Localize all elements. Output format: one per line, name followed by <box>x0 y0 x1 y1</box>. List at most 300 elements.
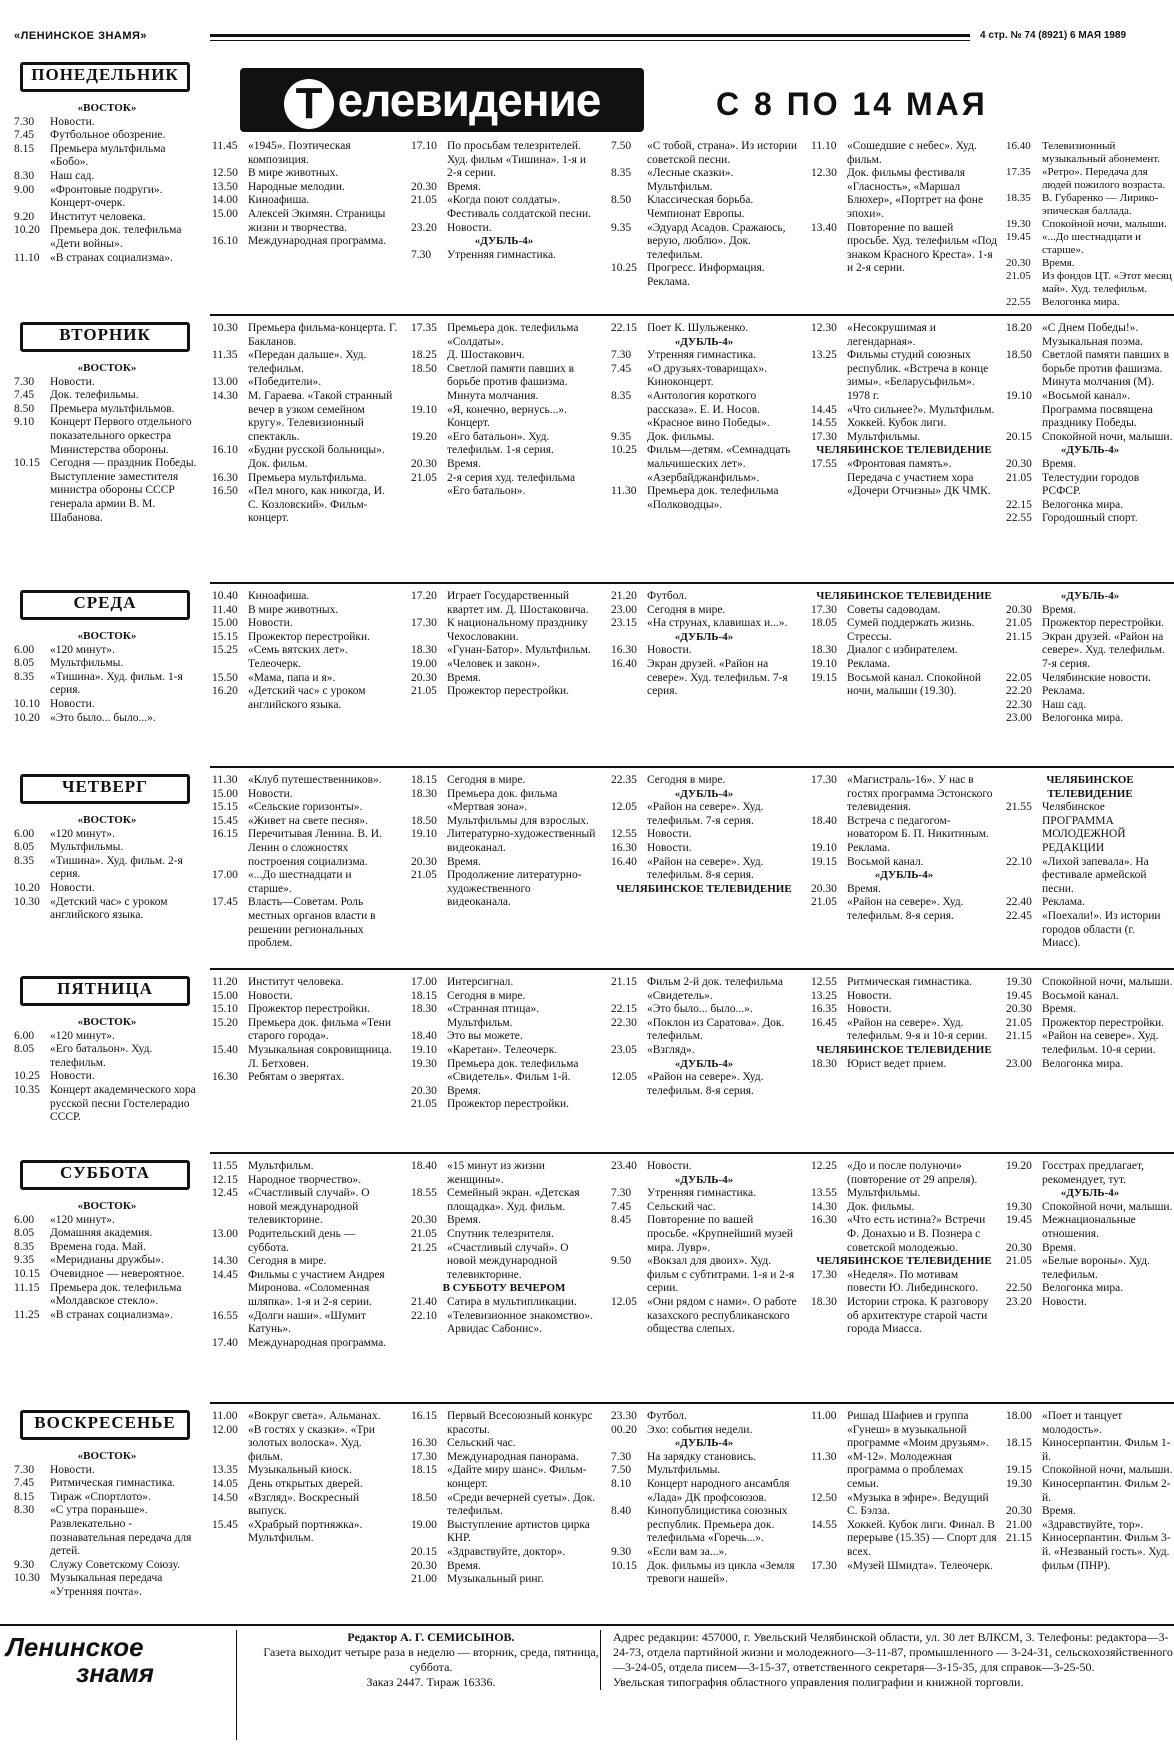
program-listing <box>1006 166 1174 192</box>
program-listing <box>1006 499 1174 513</box>
program-time: 8.40 <box>611 1505 632 1518</box>
program-time: 21.00 <box>1006 1518 1032 1531</box>
program-listing <box>811 349 997 403</box>
program-title: «Что сильнее?». Мультфильм. <box>847 403 995 416</box>
program-listing <box>14 1464 200 1478</box>
program-title: Футбол. <box>647 1410 687 1422</box>
program-time: 9.35 <box>611 221 632 234</box>
program-listing <box>1006 699 1174 713</box>
program-title: Продолжение литературно-художественного видеоканала. <box>447 869 582 909</box>
channel-heading: «ВОСТОК» <box>77 102 137 114</box>
program-title: «Тишина». Худ. фильм. 1-я серия. <box>50 670 183 697</box>
program-title: «Я, конечно, вернусь...». Концерт. <box>447 403 568 430</box>
program-time: 18.15 <box>1006 1437 1032 1450</box>
program-time: 16.30 <box>212 1071 238 1084</box>
program-title: «Район на севере». Худ. телефильм. 8-я серия. <box>647 1071 764 1097</box>
schedule-column <box>14 1450 200 1600</box>
program-time: 22.15 <box>611 322 637 334</box>
program-title: «Взгляд». <box>647 1043 695 1056</box>
program-time: 11.30 <box>811 1450 837 1463</box>
program-time: 9.00 <box>14 183 35 196</box>
program-time: 14.55 <box>811 417 837 430</box>
program-title: Первый Всесоюзный конкурс красоты. <box>447 1410 593 1436</box>
program-time: 20.30 <box>411 855 437 868</box>
logo-line-2: знамя <box>76 1658 154 1688</box>
program-listing <box>14 129 200 143</box>
program-listing <box>611 856 797 883</box>
program-listing <box>611 322 797 336</box>
program-listing <box>811 1296 997 1337</box>
program-time: 12.55 <box>811 976 837 988</box>
program-time: 19.45 <box>1006 231 1031 243</box>
program-listing <box>611 390 797 431</box>
program-time: 8.35 <box>611 389 632 402</box>
program-time: 8.35 <box>611 167 632 180</box>
program-listing <box>611 617 797 631</box>
day-divider <box>210 766 1174 768</box>
program-listing <box>811 604 997 618</box>
program-time: 12.05 <box>611 1071 637 1084</box>
channel-heading: В СУББОТУ ВЕЧЕРОМ <box>442 1282 566 1295</box>
program-listing <box>1006 976 1174 990</box>
program-listing <box>611 1296 797 1337</box>
program-time: 19.15 <box>811 671 837 684</box>
program-time: 12.50 <box>811 1491 837 1504</box>
program-listing <box>611 444 797 485</box>
program-title: «Его батальон». Худ. телефильм. <box>50 1043 153 1069</box>
program-title: Челябинское ПРОГРАММА МОЛОДЕЖНОЙ РЕДАКЦИИ <box>1042 801 1126 854</box>
program-title: Киносерпантин. Фильм 2-й. <box>1042 1477 1171 1504</box>
program-title: Наш сад. <box>50 169 95 182</box>
program-title: «...До шестнадцати и старше». <box>248 869 352 895</box>
program-listing <box>811 1269 997 1296</box>
program-time: 13.25 <box>811 989 837 1002</box>
program-title: Прогресс. Информация. Реклама. <box>647 262 765 288</box>
program-title: Док. телефильмы. <box>50 389 139 402</box>
program-listing <box>1006 296 1174 309</box>
schedule-column <box>411 140 597 262</box>
program-title: Новости. <box>50 881 95 894</box>
program-listing <box>212 990 398 1004</box>
program-time: 21.15 <box>1006 1030 1032 1043</box>
program-title: «Это было... было...». <box>647 1003 753 1016</box>
program-listing <box>212 1269 398 1310</box>
program-title: «Лесные сказки». Мультфильм. <box>647 167 734 193</box>
program-title: В. Губаренко — Лирико-эпическая баллада. <box>1042 192 1159 217</box>
program-title: «15 минут из жизни женщины». <box>447 1160 545 1186</box>
schedule-column <box>212 976 398 1085</box>
program-listing <box>411 322 597 349</box>
program-title: Время. <box>447 457 481 470</box>
program-listing <box>411 1492 597 1519</box>
program-listing <box>811 431 997 445</box>
program-listing <box>14 1214 200 1228</box>
program-title: «Сошедшие с небес». Худ. фильм. <box>847 140 977 166</box>
schedule-column <box>212 590 398 712</box>
program-time: 18.15 <box>411 1464 437 1477</box>
program-time: 6.00 <box>14 1213 35 1226</box>
program-listing <box>411 1296 597 1310</box>
program-title: Время. <box>1042 603 1076 616</box>
program-title: Служу Советскому Союзу. <box>50 1558 180 1571</box>
schedule-column <box>811 590 997 699</box>
schedule-column <box>811 976 997 1071</box>
program-listing <box>411 1187 597 1214</box>
program-time: 17.10 <box>411 140 437 152</box>
program-time: 17.40 <box>212 1336 238 1349</box>
program-title: «Телевизионное знакомство». Арвидас Сабонис». <box>447 1309 593 1336</box>
program-title: Выступление артистов цирка КНР. <box>447 1518 590 1545</box>
program-listing <box>212 322 398 349</box>
program-title: Киноафиша. <box>248 194 310 207</box>
program-title: «Район на севере». Худ. телефильм. 10-я серии. <box>1042 1030 1159 1056</box>
program-title: Новости. <box>1042 1295 1087 1308</box>
program-time: 11.10 <box>14 251 40 264</box>
program-title: Время. <box>447 1559 481 1572</box>
program-title: Концерт академического хора русской песни Гостелерадио СССР. <box>50 1083 196 1124</box>
schedule-column <box>212 1160 398 1350</box>
program-time: 7.30 <box>611 349 632 362</box>
program-title: «Если вам за...». <box>647 1545 728 1558</box>
program-listing <box>1006 1058 1174 1072</box>
program-title: Новости. <box>847 1003 892 1016</box>
program-title: «Тишина». Худ. фильм. 2-я серия. <box>50 854 183 881</box>
program-title: «Меридианы дружбы». <box>50 1254 164 1267</box>
program-time: 21.00 <box>411 1573 437 1586</box>
program-time: 17.30 <box>811 1559 837 1572</box>
program-title: «Они рядом с нами». О работе казахского республиканского общества слепых. <box>647 1295 797 1336</box>
program-title: Восьмой канал. <box>847 855 924 868</box>
program-time: 11.00 <box>212 1410 238 1422</box>
program-time: 22.15 <box>611 1003 637 1016</box>
program-title: Новости. <box>50 1463 95 1476</box>
program-title: Док. фильмы из цикла «Земля тревоги нашей». <box>647 1559 795 1586</box>
program-title: Сегодня в мире. <box>248 1255 327 1268</box>
program-title: Повторение по вашей просьбе. Худ. телефильм «Под знаком Красного Креста». 1-я и 2-я серии. <box>847 221 997 275</box>
program-title: «М-12». Молодежная программа о проблемах семьи. <box>847 1450 964 1490</box>
program-title: Концерт Первого отдельного показательного оркестра Министерства обороны. <box>50 416 192 456</box>
program-time: 16.40 <box>611 855 637 868</box>
program-title: Спокойной ночи, малыши. <box>1042 1464 1173 1477</box>
schedule-column <box>14 814 200 923</box>
program-listing <box>411 1410 597 1437</box>
program-listing <box>811 896 997 923</box>
program-title: «Несокрушимая и легендарная». <box>847 322 936 348</box>
program-time: 18.30 <box>411 787 437 800</box>
program-listing <box>811 1214 997 1255</box>
program-time: 12.05 <box>611 1295 637 1308</box>
program-listing <box>611 1478 797 1505</box>
program-listing <box>212 1464 398 1478</box>
program-title: Премьера док. фильма «Тени старого города». <box>248 1016 391 1043</box>
program-listing <box>611 604 797 618</box>
program-title: «Живет на свете песня». <box>248 814 369 827</box>
program-listing <box>1006 431 1174 445</box>
program-title: Время. <box>1042 457 1076 470</box>
program-time: 21.20 <box>611 590 637 602</box>
program-title: По просьбам телезрителей. Худ. фильм «Тишина». 1-я и 2-я серии. <box>447 140 586 180</box>
schedule-column <box>212 322 398 526</box>
program-time: 11.35 <box>212 349 238 362</box>
program-title: «Детский час» с уроком английского языка. <box>50 895 168 922</box>
program-listing <box>14 457 200 525</box>
program-listing <box>811 322 997 349</box>
program-title: Новости. <box>447 221 492 234</box>
program-time: 14.00 <box>212 194 238 207</box>
program-title: Время. <box>447 1214 481 1227</box>
schedule-column <box>611 140 797 290</box>
program-listing <box>411 1437 597 1451</box>
channel-heading: ЧЕЛЯБИНСКОЕ ТЕЛЕВИДЕНИЕ <box>816 1255 992 1268</box>
program-listing <box>611 1546 797 1560</box>
program-listing <box>611 828 797 842</box>
program-time: 16.40 <box>1006 140 1031 152</box>
program-title: Сегодня в мире. <box>647 603 726 616</box>
program-listing <box>1006 140 1174 166</box>
program-title: Реклама. <box>1042 685 1085 698</box>
program-time: 15.00 <box>212 787 238 800</box>
program-time: 18.30 <box>411 1003 437 1016</box>
program-time: 13.00 <box>212 376 238 389</box>
program-title: Встреча с педагогом-новатором Б. П. Никитиным. <box>847 814 989 841</box>
program-time: 19.10 <box>1006 389 1032 402</box>
program-listing <box>14 1504 200 1558</box>
program-listing <box>14 698 200 712</box>
program-time: 10.35 <box>14 1083 40 1096</box>
program-title: Восьмой канал. Спокойной ночи, малыши (19.30). <box>847 671 982 698</box>
program-title: «В странах социализма». <box>50 251 173 264</box>
program-time: 8.15 <box>14 142 35 155</box>
program-time: 16.15 <box>212 828 238 841</box>
program-time: 11.30 <box>611 485 637 498</box>
program-time: 11.15 <box>14 1281 40 1294</box>
program-time: 7.30 <box>14 375 35 388</box>
program-listing <box>811 1017 997 1044</box>
program-title: Велогонка мира. <box>1042 712 1124 725</box>
program-listing <box>14 882 200 896</box>
program-listing <box>611 140 797 167</box>
program-listing <box>14 211 200 225</box>
program-listing <box>811 1058 997 1072</box>
editor-info <box>236 1630 611 1740</box>
program-title: «Антология короткого рассказа». Е. И. Носов. «Красное вино Победы». <box>647 389 770 430</box>
program-listing <box>14 403 200 417</box>
program-listing <box>811 990 997 1004</box>
program-title: Спутник телезрителя. <box>447 1227 554 1240</box>
program-title: День открытых дверей. <box>248 1477 363 1490</box>
program-time: 11.30 <box>212 774 238 786</box>
program-time: 14.45 <box>212 1268 238 1281</box>
program-listing <box>212 376 398 390</box>
channel-heading: «ДУБЛЬ-4» <box>674 1057 734 1070</box>
program-title: «Среди вечерней суеты». Док. телефильм. <box>447 1491 596 1518</box>
program-title: Спокойной ночи, малыши. <box>1042 218 1167 230</box>
program-listing <box>14 644 200 658</box>
program-time: 14.50 <box>212 1491 238 1504</box>
program-listing <box>611 1187 797 1201</box>
program-listing <box>811 167 997 221</box>
program-listing <box>411 1310 597 1337</box>
program-time: 7.30 <box>14 1463 35 1476</box>
program-time: 11.55 <box>212 1160 238 1172</box>
program-listing <box>411 1003 597 1030</box>
program-listing <box>212 208 398 235</box>
program-time: 23.30 <box>611 1410 637 1422</box>
program-listing <box>611 976 797 1003</box>
channel-heading: «ДУБЛЬ-4» <box>1060 590 1120 602</box>
program-title: Прожектор перестройки. <box>248 1003 371 1016</box>
program-time: 15.20 <box>212 1016 238 1029</box>
program-time: 18.35 <box>1006 192 1031 204</box>
program-title: Док. фильмы фестиваля «Гласность», «Маршал Блюхер», «Портрет на фоне эпохи». <box>847 167 984 220</box>
program-time: 21.05 <box>1006 617 1032 630</box>
schedule-column <box>14 630 200 725</box>
schedule-column <box>1006 1410 1174 1573</box>
program-listing <box>811 417 997 431</box>
schedule-column <box>811 1410 997 1573</box>
program-title: «Что есть истина?» Встречи Ф. Донахью и В. Познера с советской молодежью. <box>847 1214 986 1254</box>
schedule-column <box>411 590 597 699</box>
program-title: Мультфильмы. <box>847 1187 921 1200</box>
program-listing <box>1006 1505 1174 1519</box>
program-listing <box>411 431 597 458</box>
channel-heading: «ВОСТОК» <box>77 630 137 642</box>
program-title: Док. фильмы. <box>847 1200 915 1213</box>
schedule-column <box>1006 774 1174 951</box>
program-time: 20.15 <box>411 1545 437 1558</box>
program-title: Прожектор перестройки. <box>1042 617 1165 630</box>
program-title: Новости. <box>50 375 95 388</box>
program-listing <box>811 883 997 897</box>
program-listing <box>611 1424 797 1438</box>
program-title: Время. <box>1042 257 1075 269</box>
program-title: Прожектор перестройки. <box>447 1098 570 1111</box>
program-title: «Поехали!». Из истории городов области (г. Миасс). <box>1042 909 1161 950</box>
program-title: «Клуб путешественников». <box>248 774 382 786</box>
schedule-column <box>611 774 797 896</box>
program-time: 19.30 <box>1006 1477 1032 1490</box>
program-listing <box>411 1044 597 1058</box>
program-time: 6.00 <box>14 1029 35 1042</box>
program-listing <box>411 1451 597 1465</box>
day-divider <box>210 1402 1174 1404</box>
program-title: «На струнах, клавишах и...». <box>647 617 788 630</box>
program-listing <box>14 1254 200 1268</box>
program-listing <box>611 1160 797 1174</box>
program-title: «Здравствуйте, доктор». <box>447 1545 566 1558</box>
channel-heading: «ДУБЛЬ-4» <box>674 787 734 800</box>
program-title: «В странах социализма». <box>50 1308 173 1321</box>
program-listing <box>611 1044 797 1058</box>
program-time: 8.35 <box>14 670 35 683</box>
program-listing <box>811 1492 997 1519</box>
program-listing <box>411 1519 597 1546</box>
program-time: 18.00 <box>1006 1410 1032 1422</box>
program-title: «Музыка в эфире». Ведущий С. Бэлза. <box>847 1491 989 1518</box>
program-listing <box>811 140 997 167</box>
program-title: Прожектор перестройки. <box>248 630 371 643</box>
program-time: 7.45 <box>14 389 35 402</box>
program-title: Новости. <box>647 644 692 657</box>
program-listing <box>611 842 797 856</box>
program-time: 19.10 <box>811 841 837 854</box>
schedule-column <box>611 322 797 512</box>
program-listing <box>411 1160 597 1187</box>
program-time: 18.40 <box>811 814 837 827</box>
program-listing <box>212 444 398 471</box>
program-title: Премьера мультфильма. <box>248 471 367 484</box>
program-title: На зарядку становись. <box>647 1450 756 1463</box>
schedule-column <box>1006 1160 1174 1310</box>
program-time: 14.30 <box>811 1200 837 1213</box>
program-time: 17.45 <box>212 896 238 909</box>
program-time: 18.40 <box>411 1160 437 1172</box>
program-listing <box>14 252 200 266</box>
program-listing <box>1006 231 1174 257</box>
program-time: 19.20 <box>1006 1160 1032 1172</box>
program-listing <box>212 140 398 167</box>
program-title: «Мама, папа и я». <box>248 671 336 684</box>
program-title: Новости. <box>248 787 293 800</box>
program-title: Новости. <box>248 989 293 1002</box>
program-title: «Счастливый случай». О новой международной телевикторине. <box>248 1187 370 1227</box>
program-title: Это вы можете. <box>447 1030 523 1043</box>
program-time: 8.45 <box>611 1214 632 1227</box>
program-listing <box>611 590 797 604</box>
program-time: 21.05 <box>411 685 437 698</box>
program-time: 17.30 <box>411 617 437 630</box>
program-listing <box>14 389 200 403</box>
program-listing <box>1006 192 1174 218</box>
program-listing <box>411 140 597 181</box>
program-listing <box>611 363 797 390</box>
program-time: 10.25 <box>14 1070 40 1083</box>
program-listing <box>611 1410 797 1424</box>
program-listing <box>411 249 597 263</box>
program-listing <box>1006 801 1174 855</box>
program-time: 18.30 <box>811 644 837 657</box>
program-listing <box>611 658 797 699</box>
program-title: «Взгляд». Воскресный выпуск. <box>248 1491 360 1518</box>
day-heading: ВТОРНИК <box>20 322 190 352</box>
program-listing <box>611 1505 797 1546</box>
program-time: 7.30 <box>611 1450 632 1463</box>
program-title: «Район на севере». Худ. телефильм. 8-я серия. <box>847 896 964 922</box>
program-listing <box>811 1451 997 1492</box>
program-title: Диалог с избирателем. <box>847 644 958 657</box>
program-title: Время. <box>447 671 481 684</box>
program-time: 16.40 <box>611 657 637 670</box>
program-listing <box>1006 631 1174 672</box>
program-time: 19.00 <box>411 657 437 670</box>
day-heading: ПОНЕДЕЛЬНИК <box>20 62 190 92</box>
program-listing <box>1006 458 1174 472</box>
program-listing <box>1006 390 1174 431</box>
program-time: 8.30 <box>14 1504 35 1517</box>
program-title: «Эдуард Асадов. Сражаюсь, верую, люблю». Док. телефильм. <box>647 221 786 261</box>
program-title: Велогонка мира. <box>1042 1282 1124 1295</box>
program-time: 10.20 <box>14 881 40 894</box>
program-listing <box>411 1214 597 1228</box>
program-listing <box>611 1255 797 1296</box>
program-title: «Сельские горизонты». <box>248 801 363 814</box>
program-title: Сегодня в мире. <box>447 989 526 1002</box>
program-listing <box>212 1174 398 1188</box>
program-time: 10.15 <box>14 1267 40 1280</box>
program-title: «До и после полуночи» (повторение от 29 апреля). <box>847 1160 978 1186</box>
program-listing <box>611 167 797 194</box>
program-title: Премьера мультфильмов. <box>50 402 175 415</box>
